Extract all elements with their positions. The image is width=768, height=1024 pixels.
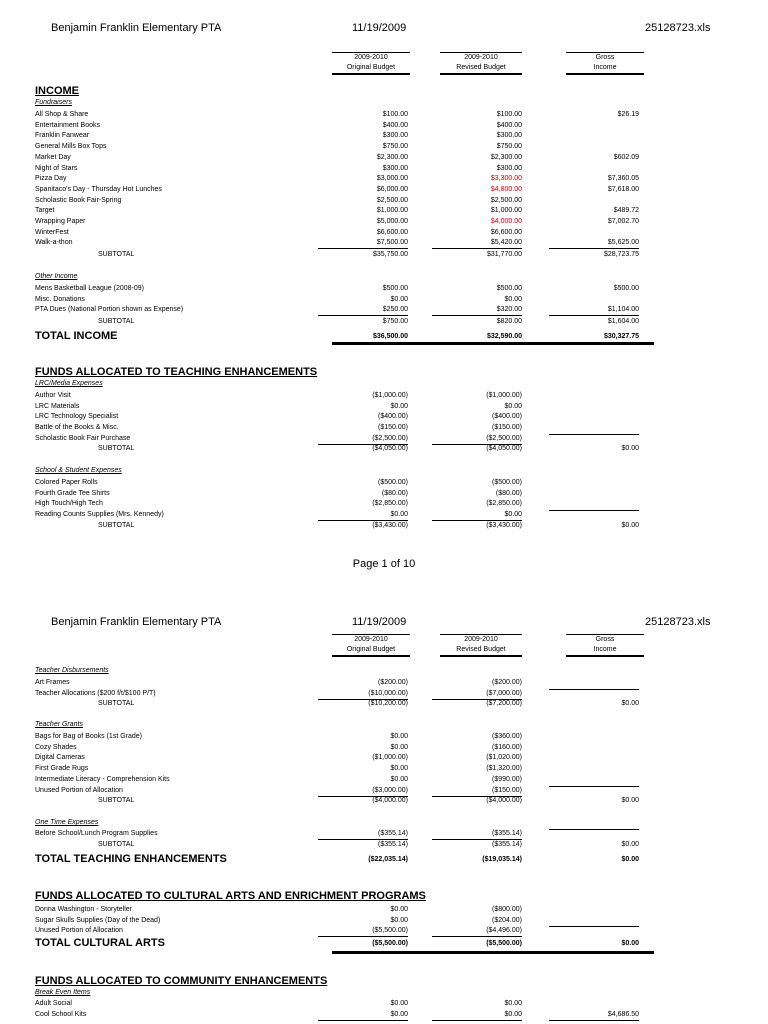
subtotal-row	[0, 521, 768, 531]
row-label: Reading Counts Supplies (Mrs. Kennedy)	[35, 511, 164, 519]
original-budget-cell: $750.00	[382, 318, 408, 325]
subtotal-row	[0, 699, 768, 709]
row-label: Spanitaco's Day - Thursday Hot Lunches	[35, 185, 162, 193]
row-label: Unused Portion of Allocation	[35, 786, 123, 794]
original-budget-cell: ($80.00)	[381, 489, 408, 497]
subhead-one-time: One Time Expenses	[35, 819, 99, 826]
original-budget-cell: ($355.14)	[378, 841, 408, 848]
table-row	[0, 153, 768, 163]
row-label: SUBTOTAL	[98, 700, 135, 707]
row-label: Battle of the Books & Misc.	[35, 424, 119, 432]
row-label: Adult Social	[35, 1000, 72, 1007]
col-header-original: 2009-2010 Original Budget	[332, 634, 410, 657]
revised-budget-cell: ($1,320.00)	[486, 765, 522, 773]
gross-income-cell: $5,625.00	[549, 238, 639, 249]
revised-budget-cell: $31,770.00	[486, 251, 522, 258]
original-budget-cell: $500.00	[382, 285, 408, 292]
section-title-teaching: FUNDS ALLOCATED TO TEACHING ENHANCEMENTS	[35, 366, 318, 378]
row-label: Unused Portion of Allocation	[35, 927, 123, 935]
original-budget-cell: $400.00	[382, 121, 408, 129]
revised-budget-cell: ($7,000.00)	[432, 689, 522, 700]
table-row	[0, 1010, 768, 1020]
revised-budget-cell: ($500.00)	[492, 479, 522, 486]
gross-income-cell: $7,618.00	[607, 185, 639, 193]
row-label: Market Day	[35, 153, 71, 161]
original-budget-cell: $3,000.00	[376, 175, 408, 183]
row-label: Scholastic Book Fair-Spring	[35, 196, 122, 204]
revised-budget-cell: $0.00	[504, 1000, 522, 1007]
subtotal-row	[0, 317, 768, 327]
revised-budget-cell: ($204.00)	[492, 916, 522, 924]
revised-budget-cell: $100.00	[496, 111, 522, 118]
original-budget-cell: $100.00	[382, 111, 408, 118]
revised-budget-cell: ($150.00)	[432, 786, 522, 797]
row-label: Scholastic Book Fair Purchase	[35, 434, 131, 442]
total-teaching-row: TOTAL TEACHING ENHANCEMENTS ($22,035.14) ($19,035.14) $0.00	[35, 853, 639, 865]
gross-income-cell: $602.09	[613, 153, 639, 161]
table-row	[0, 164, 768, 174]
revised-budget-cell: ($7,200.00)	[486, 700, 522, 707]
original-budget-cell: $5,000.00	[376, 218, 408, 225]
subhead-teacher-grants: Teacher Grants	[35, 721, 83, 728]
row-label: Bags for Bag of Books (1st Grade)	[35, 733, 142, 740]
header-date: 11/19/2009	[352, 22, 407, 34]
subtotal-row	[0, 840, 768, 850]
revised-budget-cell: $3,300.00	[490, 175, 522, 183]
revised-budget-cell: $820.00	[496, 318, 522, 325]
original-budget-cell: $1,000.00	[376, 207, 408, 215]
original-budget-cell: $0.00	[390, 1000, 408, 1007]
row-label: Cozy Shades	[35, 743, 77, 751]
revised-budget-cell: ($150.00)	[492, 424, 522, 432]
row-label: All Shop & Share	[35, 111, 89, 118]
table-row	[0, 499, 768, 509]
table-row	[0, 829, 768, 839]
original-budget-cell: ($1,000.00)	[372, 392, 408, 399]
table-row	[0, 916, 768, 926]
original-budget-cell: $0.00	[390, 402, 408, 410]
gross-income-cell: $7,360.05	[607, 175, 639, 183]
gross-income-cell: $489.72	[613, 207, 639, 215]
col-header-gross: Gross Income	[566, 52, 644, 75]
table-row	[0, 238, 768, 248]
gross-income-cell	[549, 434, 639, 435]
table-row	[0, 217, 768, 227]
subhead-fundraisers: Fundraisers	[35, 99, 72, 106]
revised-budget-cell: ($400.00)	[492, 413, 522, 421]
table-row	[0, 434, 768, 444]
revised-budget-cell: ($160.00)	[492, 743, 522, 751]
gross-income-cell	[549, 786, 639, 787]
table-row	[0, 284, 768, 294]
original-budget-cell: $750.00	[382, 143, 408, 151]
row-label: Misc. Donations	[35, 295, 85, 303]
gross-income-cell: $0.00	[621, 700, 639, 707]
table-row	[0, 926, 768, 936]
row-label: LRC Materials	[35, 402, 80, 410]
revised-budget-cell: ($355.14)	[492, 841, 522, 848]
revised-budget-cell: $320.00	[432, 305, 522, 316]
gross-income-cell: $4,686.50	[549, 1010, 639, 1021]
original-budget-cell: ($5,500.00)	[318, 926, 408, 937]
revised-budget-cell: $300.00	[496, 164, 522, 172]
original-budget-cell: $0.00	[318, 510, 408, 521]
table-row	[0, 412, 768, 422]
gross-income-cell: $500.00	[613, 285, 639, 292]
revised-budget-cell: ($200.00)	[492, 679, 522, 686]
row-label: Target	[35, 207, 55, 215]
col-header-original: 2009-2010 Original Budget	[332, 52, 410, 75]
gross-income-cell: $1,104.00	[549, 305, 639, 316]
original-budget-cell: ($355.14)	[318, 829, 408, 840]
row-label: Cool School Kits	[35, 1010, 87, 1018]
table-row	[0, 228, 768, 238]
row-label: Author Visit	[35, 392, 71, 399]
original-budget-cell: $2,500.00	[376, 196, 408, 204]
revised-budget-cell: $500.00	[496, 285, 522, 292]
gross-income-cell	[549, 689, 639, 690]
original-budget-cell: ($400.00)	[378, 413, 408, 421]
revised-budget-cell: $2,500.00	[490, 196, 522, 204]
table-row	[0, 121, 768, 131]
subhead-break-even: Break Even Items	[35, 989, 91, 996]
total-income-row: TOTAL INCOME $36,500.00 $32,590.00 $30,327.75	[35, 330, 639, 342]
row-label: Before School/Lunch Program Supplies	[35, 830, 158, 837]
table-row	[0, 999, 768, 1009]
subhead-lrc: LRC/Media Expenses	[35, 380, 103, 387]
revised-budget-cell: ($1,020.00)	[486, 754, 522, 762]
gross-income-cell: $1,604.00	[607, 318, 639, 325]
row-label: Fourth Grade Tee Shirts	[35, 489, 110, 497]
original-budget-cell: $0.00	[390, 295, 408, 303]
col-header-revised: 2009-2010 Revised Budget	[440, 52, 522, 75]
gross-income-cell: $28,723.75	[603, 251, 639, 258]
original-budget-cell: $0.00	[390, 775, 408, 783]
revised-budget-cell: ($360.00)	[492, 733, 522, 740]
table-row	[0, 678, 768, 688]
table-row	[0, 142, 768, 152]
row-label: Entertainment Books	[35, 121, 100, 129]
row-label: PTA Dues (National Portion shown as Expense)	[35, 306, 184, 314]
row-label: Intermediate Literacy - Comprehension Kits	[35, 775, 170, 783]
table-row	[0, 786, 768, 796]
revised-budget-cell: $400.00	[496, 121, 522, 129]
section-title-community: FUNDS ALLOCATED TO COMMUNITY ENHANCEMENTS	[35, 975, 328, 987]
table-row	[0, 689, 768, 699]
revised-budget-cell: ($4,000.00)	[486, 797, 522, 804]
revised-budget-cell: $4,000.00	[490, 218, 522, 225]
header-filename: 25128723.xls	[645, 616, 711, 628]
table-row	[0, 305, 768, 315]
original-budget-cell: $0.00	[390, 765, 408, 773]
section-title-income: INCOME	[35, 85, 79, 97]
table-row	[0, 185, 768, 195]
gross-income-cell: $26.19	[617, 111, 639, 118]
original-budget-cell: $2,300.00	[376, 153, 408, 161]
subhead-other-income: Other Income	[35, 273, 78, 280]
row-label: Pizza Day	[35, 175, 67, 183]
table-row	[0, 131, 768, 141]
row-label: Mens Basketball League (2008-09)	[35, 285, 144, 292]
revised-budget-cell: ($3,430.00)	[486, 522, 522, 529]
subtotal-row	[0, 444, 768, 454]
row-label: SUBTOTAL	[98, 318, 135, 325]
revised-budget-cell: $300.00	[496, 132, 522, 140]
revised-budget-cell: $0.00	[504, 402, 522, 410]
table-row	[0, 732, 768, 742]
section-title-cultural: FUNDS ALLOCATED TO CULTURAL ARTS AND ENRICHMENT PROGRAMS	[35, 890, 426, 902]
gross-income-cell: $0.00	[621, 445, 639, 452]
gross-income-cell: $0.00	[621, 797, 639, 804]
subtotal-row	[0, 250, 768, 260]
gross-income-cell	[549, 926, 639, 927]
table-row	[0, 110, 768, 120]
revised-budget-cell: ($4,496.00)	[432, 926, 522, 937]
original-budget-cell: $0.00	[390, 916, 408, 924]
row-label: LRC Technology Specialist	[35, 413, 119, 421]
original-budget-cell: $0.00	[390, 906, 408, 913]
col-header-gross: Gross Income	[566, 634, 644, 657]
table-row	[0, 775, 768, 785]
row-label: Digital Cameras	[35, 754, 85, 762]
original-budget-cell: ($3,430.00)	[372, 522, 408, 529]
original-budget-cell: ($3,000.00)	[318, 786, 408, 797]
original-budget-cell: $0.00	[390, 733, 408, 740]
row-label: General Mills Box Tops	[35, 143, 107, 151]
original-budget-cell: ($10,000.00)	[318, 689, 408, 700]
original-budget-cell: $300.00	[382, 132, 408, 140]
gross-income-cell	[549, 829, 639, 830]
revised-budget-cell: $0.00	[504, 295, 522, 303]
revised-budget-cell: $2,300.00	[490, 153, 522, 161]
revised-budget-cell: ($355.14)	[432, 829, 522, 840]
row-label: SUBTOTAL	[98, 841, 135, 848]
original-budget-cell: ($4,050.00)	[372, 445, 408, 452]
table-row	[0, 402, 768, 412]
original-budget-cell: ($2,850.00)	[372, 500, 408, 508]
row-label: SUBTOTAL	[98, 797, 135, 804]
row-label: Donna Washington - Storyteller	[35, 906, 133, 913]
original-budget-cell: $0.00	[318, 1010, 408, 1021]
table-row	[0, 753, 768, 763]
original-budget-cell: ($4,000.00)	[372, 797, 408, 804]
total-cultural-rule	[332, 951, 654, 954]
original-budget-cell: ($2,500.00)	[318, 434, 408, 445]
revised-budget-cell: ($4,050.00)	[486, 445, 522, 452]
table-row	[0, 174, 768, 184]
header-org: Benjamin Franklin Elementary PTA	[51, 22, 222, 34]
page-2	[0, 600, 768, 1024]
subtotal-row	[0, 796, 768, 806]
original-budget-cell: $0.00	[390, 743, 408, 751]
row-label: Teacher Allocations ($200 f/t/$100 P/T)	[35, 689, 156, 697]
table-row	[0, 743, 768, 753]
table-row	[0, 764, 768, 774]
gross-income-cell	[549, 510, 639, 511]
original-budget-cell: ($200.00)	[378, 679, 408, 686]
original-budget-cell: ($150.00)	[378, 424, 408, 432]
table-row	[0, 905, 768, 915]
row-label: SUBTOTAL	[98, 522, 135, 529]
row-label: SUBTOTAL	[98, 251, 135, 258]
subhead-teacher-disbursements: Teacher Disbursements	[35, 667, 109, 674]
row-label: Wrapping Paper	[35, 218, 86, 225]
gross-income-cell: $0.00	[621, 841, 639, 848]
revised-budget-cell: $1,000.00	[490, 207, 522, 215]
header-org: Benjamin Franklin Elementary PTA	[51, 616, 222, 628]
revised-budget-cell: $0.00	[432, 510, 522, 521]
original-budget-cell: $250.00	[318, 305, 408, 316]
gross-income-cell: $0.00	[621, 522, 639, 529]
revised-budget-cell: ($2,850.00)	[486, 500, 522, 508]
table-row	[0, 478, 768, 488]
revised-budget-cell: $5,420.00	[432, 238, 522, 249]
revised-budget-cell: ($800.00)	[492, 906, 522, 913]
row-label: Night of Stars	[35, 164, 78, 172]
row-label: High Touch/High Tech	[35, 500, 103, 508]
original-budget-cell: $35,750.00	[372, 251, 408, 258]
revised-budget-cell: ($80.00)	[495, 489, 522, 497]
original-budget-cell: ($500.00)	[378, 479, 408, 486]
row-label: WinterFest	[35, 228, 69, 236]
row-label: First Grade Rugs	[35, 765, 89, 773]
table-row	[0, 206, 768, 216]
page-footer: Page 1 of 10	[352, 558, 416, 570]
table-row	[0, 196, 768, 206]
table-row	[0, 510, 768, 520]
revised-budget-cell: ($2,500.00)	[432, 434, 522, 445]
revised-budget-cell: $4,800.00	[490, 185, 522, 193]
subhead-school: School & Student Expenses	[35, 467, 122, 474]
revised-budget-cell: $6,600.00	[490, 228, 522, 236]
total-income-rule	[332, 342, 654, 345]
total-cultural-row: TOTAL CULTURAL ARTS ($5,500.00) ($5,500.00) $0.00	[35, 937, 639, 949]
row-label: Franklin Fanwear	[35, 132, 90, 140]
table-row	[0, 391, 768, 401]
table-row	[0, 489, 768, 499]
original-budget-cell: ($1,000.00)	[372, 754, 408, 762]
original-budget-cell: ($10,200.00)	[368, 700, 408, 707]
header-filename: 25128723.xls	[645, 22, 711, 34]
revised-budget-cell: $750.00	[496, 143, 522, 151]
row-label: Walk-a-thon	[35, 239, 73, 247]
col-header-revised: 2009-2010 Revised Budget	[440, 634, 522, 657]
original-budget-cell: $6,000.00	[376, 185, 408, 193]
table-row	[0, 423, 768, 433]
header-date: 11/19/2009	[352, 616, 407, 628]
original-budget-cell: $6,600.00	[376, 228, 408, 236]
table-row	[0, 295, 768, 305]
gross-income-cell: $7,002.70	[607, 218, 639, 225]
row-label: Sugar Skulls Supplies (Day of the Dead)	[35, 916, 161, 924]
row-label: SUBTOTAL	[98, 445, 135, 452]
revised-budget-cell: $0.00	[432, 1010, 522, 1021]
original-budget-cell: $7,500.00	[318, 238, 408, 249]
row-label: Colored Paper Rolls	[35, 479, 98, 486]
revised-budget-cell: ($990.00)	[492, 775, 522, 783]
row-label: Art Frames	[35, 679, 70, 686]
revised-budget-cell: ($1,000.00)	[486, 392, 522, 399]
original-budget-cell: $300.00	[382, 164, 408, 172]
